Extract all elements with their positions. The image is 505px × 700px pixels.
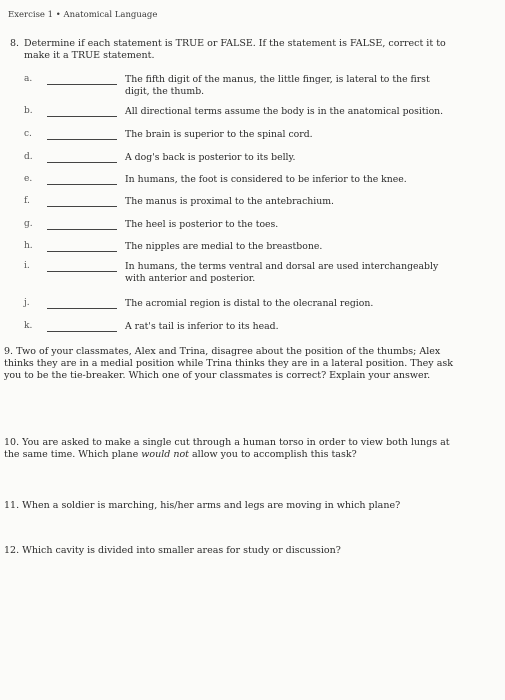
question-10-emphasis: would not: [141, 449, 189, 460]
statement-text: A rat's tail is inferior to its head.: [125, 321, 279, 332]
question-12-text: Which cavity is divided into smaller areas for study or discussion?: [22, 545, 341, 556]
item-letter: k.: [24, 321, 33, 331]
chapter-title: Anatomical Language: [63, 10, 158, 20]
item-letter: a.: [24, 74, 33, 84]
answer-blank[interactable]: [47, 184, 117, 185]
statement-text: The brain is superior to the spinal cord.: [125, 129, 313, 140]
statement-item-i: [22, 261, 462, 287]
statement-text: The fifth digit of the manus, the little finger, is lateral to the first digit, the thumb.: [125, 74, 430, 97]
question-8-line2: make it a TRUE statement.: [24, 50, 155, 61]
statement-text: The heel is posterior to the toes.: [125, 219, 279, 230]
item-letter: f.: [24, 196, 30, 206]
answer-blank[interactable]: [47, 206, 117, 207]
statement-text: In humans, the terms ventral and dorsal are used interchangeably with anterior and posterior.: [125, 261, 439, 284]
question-8-prompt: [10, 38, 450, 62]
item-letter: c.: [24, 129, 32, 139]
statement-item-a: [22, 74, 462, 100]
answer-blank[interactable]: [47, 331, 117, 332]
statement-text: In humans, the foot is considered to be inferior to the knee.: [125, 174, 407, 185]
answer-blank[interactable]: [47, 139, 117, 140]
question-9-text: Two of your classmates, Alex and Trina, disagree about the position of the thumbs; Alex thinks they are in a medial position while Trina thinks they are in a lateral position. They ask you to be the tie-breaker. Which one of your classmates is correct? Explain your answer.: [4, 346, 453, 381]
answer-blank[interactable]: [47, 84, 117, 85]
item-letter: j.: [24, 298, 30, 308]
answer-blank[interactable]: [47, 251, 117, 252]
answer-blank[interactable]: [47, 308, 117, 309]
answer-blank[interactable]: [47, 162, 117, 163]
item-letter: i.: [24, 261, 30, 271]
question-12: [4, 545, 459, 557]
header-bullet: •: [55, 10, 61, 20]
statement-item-k: [22, 321, 462, 347]
answer-blank[interactable]: [47, 271, 117, 272]
question-number: 11.: [4, 500, 20, 511]
question-11: [4, 500, 459, 512]
question-number: 12.: [4, 545, 20, 556]
item-letter: g.: [24, 219, 33, 229]
item-letter: e.: [24, 174, 33, 184]
chapter-label: Exercise 1: [8, 10, 54, 20]
question-10-text-b: allow you to accomplish this task?: [188, 449, 357, 460]
question-number: 8.: [10, 38, 20, 49]
question-10-text-a: You are asked to make a single cut through a human torso in order to view both lungs at the same time. Which plane: [4, 437, 450, 460]
statement-text: The acromial region is distal to the olecranal region.: [125, 298, 374, 309]
question-10: [4, 437, 459, 461]
page-header: [8, 10, 157, 20]
statement-text: The manus is proximal to the antebrachium.: [125, 196, 335, 207]
statement-text: A dog's back is posterior to its belly.: [125, 152, 296, 163]
question-8-line1: Determine if each statement is TRUE or FALSE. If the statement is FALSE, correct it to: [24, 38, 446, 49]
statement-text: All directional terms assume the body is in the anatomical position.: [125, 106, 444, 117]
question-number: 10.: [4, 437, 20, 448]
answer-blank[interactable]: [47, 116, 117, 117]
item-letter: b.: [24, 106, 33, 116]
question-number: 9.: [4, 346, 14, 357]
statement-text: The nipples are medial to the breastbone.: [125, 241, 323, 252]
item-letter: d.: [24, 152, 33, 162]
item-letter: h.: [24, 241, 33, 251]
question-11-text: When a soldier is marching, his/her arms and legs are moving in which plane?: [22, 500, 401, 511]
answer-blank[interactable]: [47, 229, 117, 230]
question-9: [4, 346, 459, 382]
